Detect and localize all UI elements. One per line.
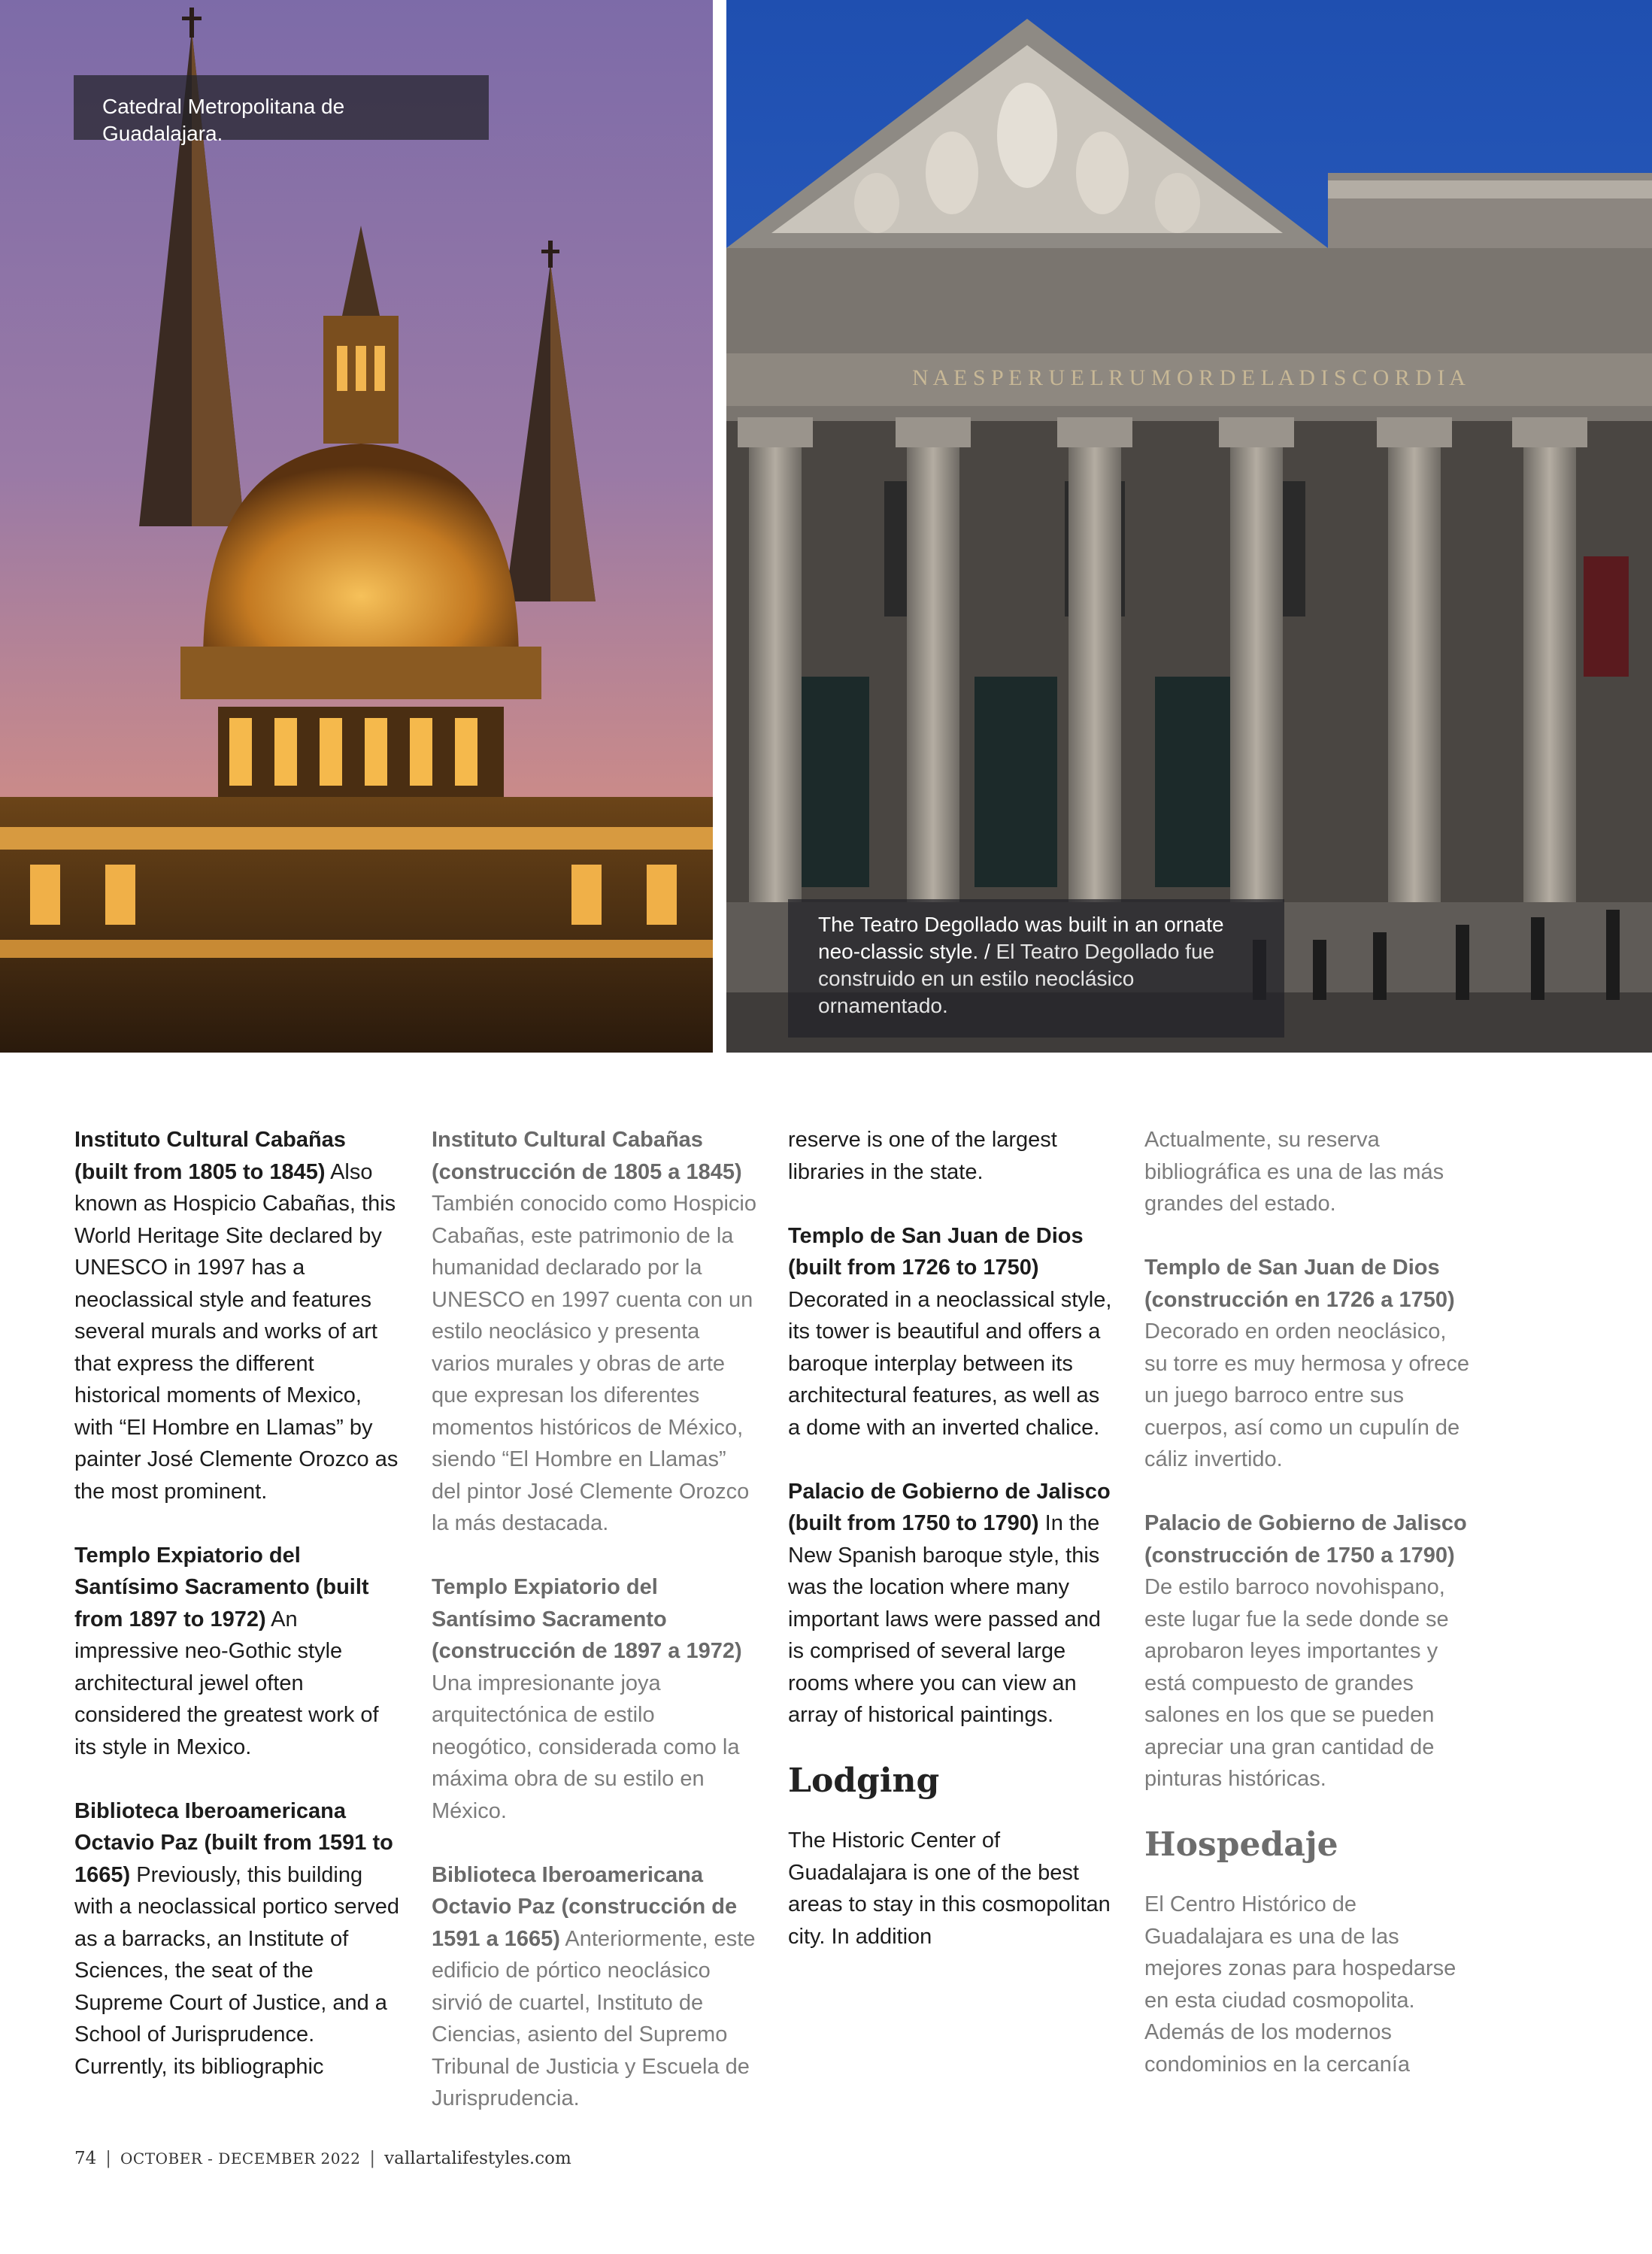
article-column-spanish-2 <box>1144 1124 1469 2113</box>
photo-caption-teatro <box>788 899 1284 1038</box>
section-heading-hospedaje: Hospedaje <box>1144 1825 1338 1864</box>
caption-text: Catedral Metropolitana de Guadalajara. <box>102 95 345 145</box>
footer-separator: | <box>105 2149 112 2168</box>
landmark-entry <box>788 1476 1113 1731</box>
landmark-entry <box>74 1540 399 1764</box>
teatro-degollado-photo <box>726 0 1652 1053</box>
landmark-entry <box>432 1124 756 1540</box>
landmark-heading: Templo de San Juan de Dios (built from 1726 to 1750) <box>788 1223 1084 1280</box>
cathedral-illustration <box>0 0 713 1053</box>
section-body: El Centro Histórico de Guadalajara es una de las mejores zonas para hospedarse en esta ciudad cosmopolita. Además de los modernos condominios en la cercanía <box>1144 1892 1456 2077</box>
landmark-entry <box>1144 1507 1469 1795</box>
landmark-entry <box>432 1571 756 1827</box>
article-column-english-2 <box>788 1124 1113 1985</box>
caption-text-en: The Teatro Degollado was built in an ornate neo-classic style. / <box>818 913 1224 963</box>
landmark-entry <box>1144 1252 1469 1476</box>
continuation-text: reserve is one of the largest libraries in the state. <box>788 1128 1057 1184</box>
page-number: 74 <box>74 2149 97 2168</box>
landmark-heading: Biblioteca Iberoamericana Octavio Paz (built from 1591 to 1665) <box>74 1798 393 1887</box>
continuation-text: Actualmente, su reserva bibliográfica es una de las más grandes del estado. <box>1144 1128 1444 1216</box>
landmark-description: De estilo barroco novohispano, este lugar fue la sede donde se aprobaron leyes importantes y está compuesto de grandes salones en los que se pueden apreciar una gran cantidad de pinturas históricas. <box>1144 1575 1449 1791</box>
caption-text-es: El Teatro Degollado fue construido en un estilo neoclásico ornamentado. <box>818 940 1215 1017</box>
landmark-entry <box>74 1124 399 1507</box>
page-footer <box>74 2149 571 2168</box>
photo-caption-cathedral <box>74 75 489 145</box>
landmark-heading: Instituto Cultural Cabañas (construcción de 1805 a 1845) <box>432 1128 742 1184</box>
landmark-description: An impressive neo-Gothic style architectural jewel often considered the greatest work of its style in Mexico. <box>74 1607 379 1759</box>
section-body: The Historic Center of Guadalajara is one of the best areas to stay in this cosmopolitan city. In addition <box>788 1828 1111 1949</box>
landmark-entry <box>432 1859 756 2115</box>
landmark-description: Decorado en orden neoclásico, su torre es muy hermosa y ofrece un juego barroco entre sus cuerpos, así como un cupulín de cáliz invertido. <box>1144 1319 1469 1471</box>
landmark-description: Una impresionante joya arquitectónica de estilo neogótico, considerada como la máxima obra de su estilo en México. <box>432 1671 740 1823</box>
landmark-heading: Templo de San Juan de Dios (construcción en 1726 a 1750) <box>1144 1256 1455 1312</box>
frieze-inscription: N A E S P E R U E L R U M O R D E L A D I S C O R D I A <box>912 365 1466 390</box>
section-heading-lodging: Lodging <box>788 1762 940 1800</box>
landmark-description: In the New Spanish baroque style, this was the location where many important laws were passed and is comprised of several large rooms where you can view an array of historical paintings. <box>788 1511 1101 1727</box>
landmark-description: Decorated in a neoclassical style, its tower is beautiful and offers a baroque interplay between its architectural features, as well as a dome with an inverted chalice. <box>788 1287 1112 1440</box>
landmark-entry <box>74 1795 399 2083</box>
landmark-entry <box>788 1220 1113 1444</box>
landmark-heading: Instituto Cultural Cabañas (built from 1805 to 1845) <box>74 1128 346 1184</box>
website-link[interactable]: vallartalifestyles.com <box>384 2149 571 2168</box>
article-column-english-1 <box>74 1124 399 2115</box>
landmark-heading: Templo Expiatorio del Santísimo Sacramento (construcción de 1897 a 1972) <box>432 1575 742 1663</box>
landmark-description: También conocido como Hospicio Cabañas, este patrimonio de la humanidad declarado por la UNESCO en 1997 cuenta con un estilo neoclásico y presenta varios murales y obras de arte que expresan los diferentes momentos históricos de México, siendo “El Hombre en Llamas” del pintor José Clemente Orozco la más destacada. <box>432 1192 756 1535</box>
landmark-description: Anteriormente, este edificio de pórtico neoclásico sirvió de cuartel, Instituto de Ciencias, asiento del Supremo Tribunal de Justicia y Escuela de Jurisprudencia. <box>432 1926 756 2110</box>
teatro-illustration <box>726 0 1652 1053</box>
landmark-heading: Templo Expiatorio del Santísimo Sacramento (built from 1897 to 1972) <box>74 1543 369 1631</box>
footer-separator: | <box>369 2149 376 2168</box>
landmark-description: Previously, this building with a neoclassical portico served as a barracks, an Institute of Sciences, the seat of the Supreme Court of Justice, and a School of Jurisprudence. Currently, its bibliographic <box>74 1862 399 2079</box>
landmark-heading: Biblioteca Iberoamericana Octavio Paz (construcción de 1591 a 1665) <box>432 1862 738 1951</box>
landmark-description: Also known as Hospicio Cabañas, this World Heritage Site declared by UNESCO in 1997 has a neoclassical style and features several murals and works of art that express the different historical moments of Mexico, with “El Hombre en Llamas” by painter José Clemente Orozco as the most prominent. <box>74 1159 399 1504</box>
landmark-heading: Palacio de Gobierno de Jalisco (construcción de 1750 a 1790) <box>1144 1511 1467 1568</box>
cathedral-photo <box>0 0 713 1053</box>
issue-date: OCTOBER - DECEMBER 2022 <box>120 2149 361 2168</box>
landmark-heading: Palacio de Gobierno de Jalisco (built from 1750 to 1790) <box>788 1479 1111 1535</box>
article-column-spanish-1 <box>432 1124 756 2146</box>
